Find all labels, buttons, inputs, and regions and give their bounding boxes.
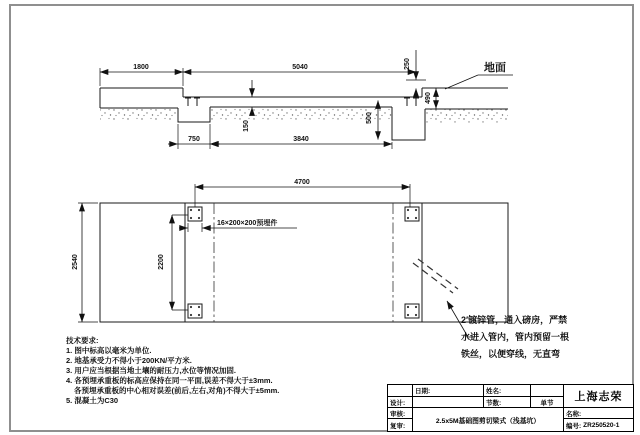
tech-item: 2. 地基承受力不得小于200KN/平方米.	[66, 356, 192, 365]
review-label: 审核:	[388, 408, 413, 419]
tech-title: 技术要求:	[66, 336, 99, 345]
embed-plate-label: 16×200×200预埋件	[217, 220, 278, 227]
conduit-note-line: 2′镀锌管，通入磅房，严禁	[461, 315, 568, 325]
section-view	[100, 50, 513, 149]
anchor-bolts-left	[185, 98, 200, 106]
conduit-note	[461, 312, 621, 363]
dim-label-2200: 2200	[158, 254, 165, 270]
embed-plate-bottom-left	[188, 304, 202, 318]
conduit-note-line: 铁丝，以便穿线，无直弯	[461, 349, 561, 359]
design-label: 设计:	[388, 397, 413, 408]
tech-item: 5. 混凝土为C30	[66, 396, 119, 405]
title-block	[387, 384, 634, 432]
plan-view	[72, 179, 508, 337]
tech-item: 1. 图中标高以毫米为单位.	[66, 346, 152, 355]
dim-label-500: 500	[366, 112, 373, 124]
dim-label-1800: 1800	[133, 64, 149, 71]
ground-label: 地面	[484, 62, 506, 74]
drawing-title: 2.5x5M基础图剪切梁式（浅基坑）	[413, 408, 564, 431]
dim-label-250: 250	[404, 58, 411, 70]
embed-plate-top-right	[405, 207, 419, 221]
sections-value: 单节	[531, 397, 564, 408]
embed-plate-bottom-right	[405, 304, 419, 318]
number-label: 编号:	[566, 422, 582, 430]
name2-label: 名称:	[564, 408, 633, 419]
embed-plate-top-left	[188, 207, 202, 221]
title-block-cell-empty	[388, 385, 413, 397]
dim-label-4700: 4700	[294, 179, 310, 186]
dim-label-5040: 5040	[292, 64, 308, 71]
dim-label-490: 490	[425, 92, 432, 104]
ext-2540	[78, 203, 98, 322]
title-block-cell-empty	[413, 397, 484, 408]
sections-label: 节数:	[484, 397, 531, 408]
dim-label-3840: 3840	[293, 136, 309, 143]
ext-embed-plate	[188, 223, 202, 232]
company-name: 上海志荣	[564, 385, 633, 408]
soil-hatch-left	[100, 109, 178, 121]
drawing-number	[564, 419, 633, 431]
dim-label-2540: 2540	[72, 254, 79, 270]
date-label: 日期:	[413, 385, 484, 397]
ground-leader-line	[445, 75, 513, 89]
recheck-label: 复审:	[388, 419, 413, 431]
number-value: ZR250520-1	[583, 421, 620, 429]
technical-requirements	[66, 336, 376, 406]
ext-4700	[195, 184, 410, 207]
dim-label-750: 750	[188, 136, 200, 143]
tech-item: 各预埋承重板的中心相对误差(前后,左右,对角)不得大于±5mm.	[74, 386, 280, 395]
conduit-note-line: 水进入管内，管内预留一根	[461, 332, 570, 342]
anchor-bolts-right	[404, 98, 419, 106]
title-block-cell-empty	[531, 385, 564, 397]
tech-item: 4. 各预埋承重板的标高应保持在同一平面,误差不得大于±3mm.	[66, 376, 273, 385]
soil-hatch-right	[425, 110, 508, 123]
soil-hatch-middle	[210, 108, 392, 120]
tech-item: 3. 用户应当根据当地土壤的耐压力,水位等情况加固.	[66, 366, 237, 375]
name-label: 姓名:	[484, 385, 531, 397]
dim-label-150: 150	[243, 120, 250, 132]
ext-2200	[172, 215, 188, 310]
conduit-dashed-lines	[413, 259, 458, 293]
